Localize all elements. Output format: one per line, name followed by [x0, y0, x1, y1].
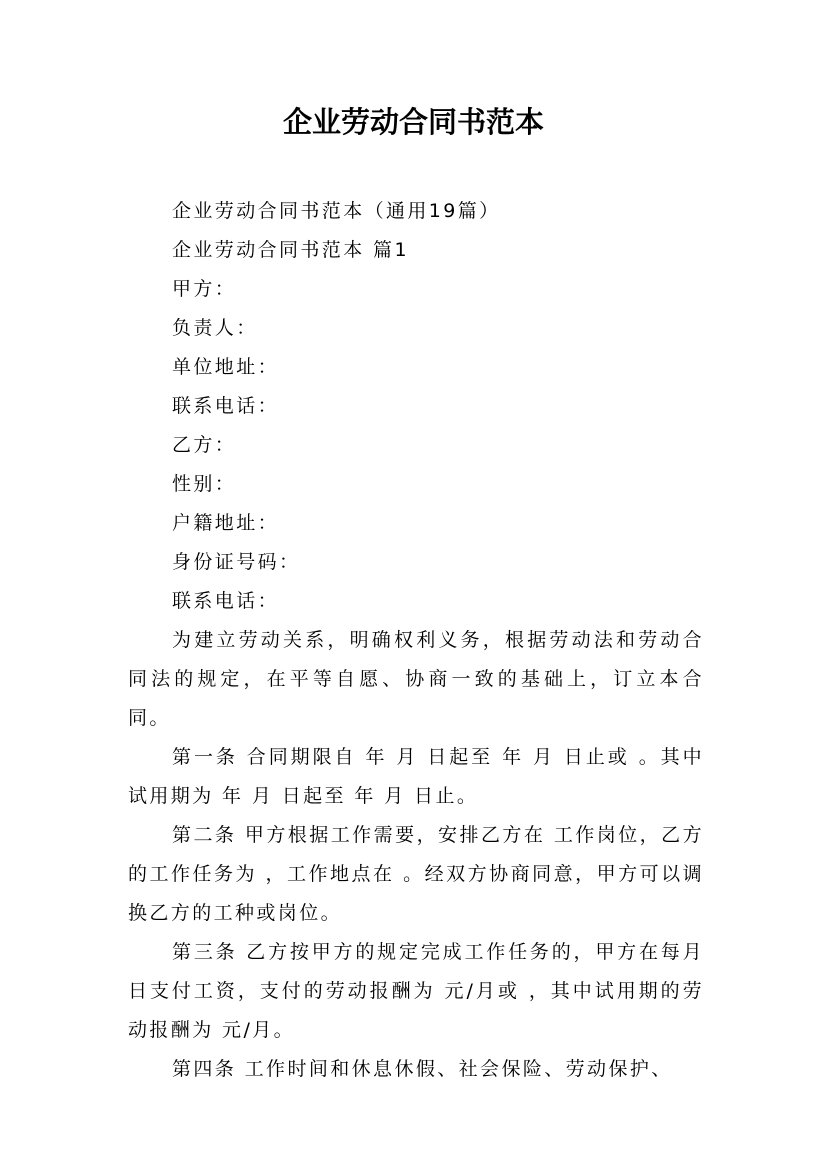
paragraph-preamble: 为建立劳动关系，明确权利义务，根据劳动法和劳动合同法的规定，在平等自愿、协商一致的基础上，订立本合同。: [128, 629, 704, 729]
subtitle-line: 企业劳动合同书范本（通用19篇）: [172, 200, 501, 222]
paragraph-article-1: 第一条 合同期限自 年 月 日起至 年 月 日止或 。其中试用期为 年 月 日起至 年 月 日止。: [128, 746, 704, 807]
section-heading: 企业劳动合同书范本 篇1: [172, 239, 409, 261]
field-party-b: 乙方：: [172, 434, 237, 456]
paragraph-article-2: 第二条 甲方根据工作需要，安排乙方在 工作岗位，乙方的工作任务为 ，工作地点在 。经双方协商同意，甲方可以调换乙方的工种或岗位。: [128, 824, 704, 924]
field-company-address: 单位地址：: [172, 356, 280, 378]
paragraph-article-3: 第三条 乙方按甲方的规定完成工作任务的，甲方在每月 日支付工资，支付的劳动报酬为 元/月或 ，其中试用期的劳动报酬为 元/月。: [128, 941, 704, 1041]
document-body: [128, 192, 704, 1089]
field-id-number: 身份证号码：: [172, 551, 301, 573]
field-party-b-phone: 联系电话：: [172, 590, 280, 612]
field-responsible-person: 负责人：: [172, 317, 258, 339]
field-party-a: 甲方：: [172, 278, 237, 300]
field-gender: 性别：: [172, 473, 237, 495]
paragraph-article-4: 第四条 工作时间和休息休假、社会保险、劳动保护、: [172, 1058, 673, 1080]
field-party-a-phone: 联系电话：: [172, 395, 280, 417]
document-title: 企业劳动合同书范本: [282, 105, 544, 139]
field-household-address: 户籍地址：: [172, 512, 280, 534]
